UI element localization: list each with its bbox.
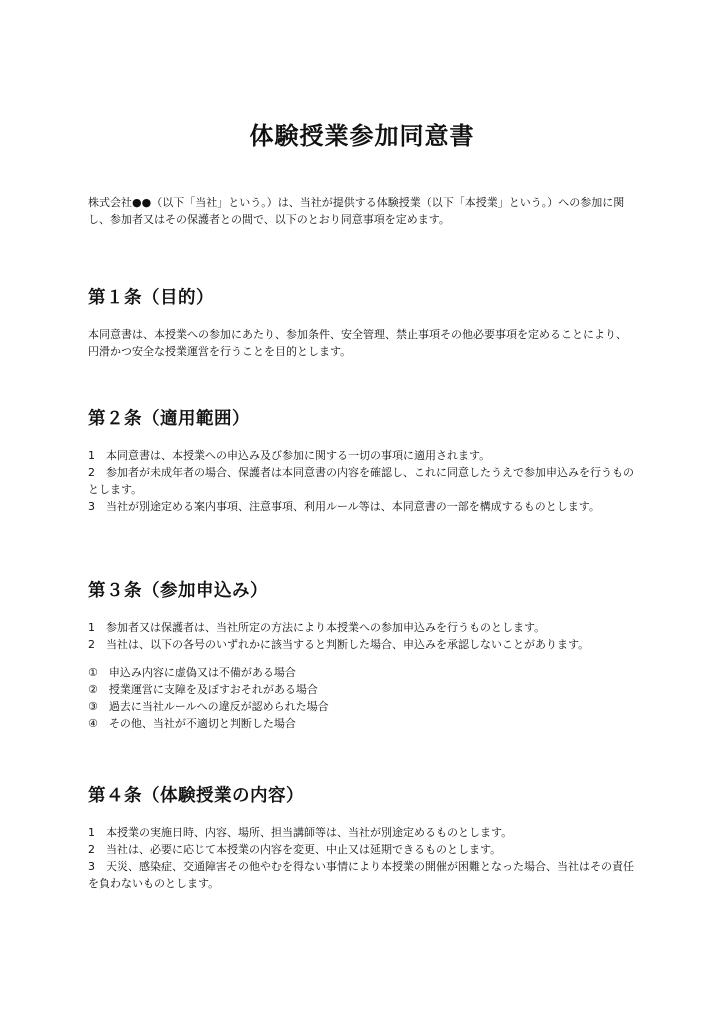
article-4-clause-2: 2 当社は、必要に応じて本授業の内容を変更、中止又は延期できるものとします。 [88, 843, 502, 856]
document-title: 体験授業参加同意書 [249, 122, 475, 150]
article-3-clause-2: 2 当社は、以下の各号のいずれかに該当すると判断した場合、申込みを承認しないことがあります。 [88, 638, 590, 651]
article-2 [88, 405, 636, 515]
article-3-item-list [88, 664, 636, 732]
article-2-heading: 第２条（適用範囲） [88, 409, 250, 429]
article-1-heading: 第１条（目的） [88, 288, 214, 308]
article-1-body: 本同意書は、本授業への参加にあたり、参加条件、安全管理、禁止事項その他必要事項を定めることにより、円滑かつ安全な授業運営を行うことを目的とします。 [88, 328, 627, 358]
intro-paragraph: 株式会社●●（以下「当社」という。）は、当社が提供する体験授業（以下「本授業」という。）への参加に関し、参加者又はその保護者との間で、以下のとおり同意事項を定めます。 [88, 196, 625, 226]
article-2-clause-1: 1 本同意書は、本授業への申込み及び参加に関する一切の事項に適用されます。 [88, 449, 491, 462]
article-3-item-4: ④ その他、当社が不適切と判断した場合 [88, 717, 296, 730]
article-1 [88, 284, 636, 360]
article-4-heading: 第４条（体験授業の内容） [88, 786, 304, 806]
article-4-clause-1: 1 本授業の実施日時、内容、場所、担当講師等は、当社が別途定めるものとします。 [88, 826, 513, 839]
article-3-item-1: ① 申込み内容に虚偽又は不備がある場合 [88, 666, 296, 679]
article-3 [88, 577, 636, 732]
article-4-clause-3: 3 天災、感染症、交通障害その他やむを得ない事情により本授業の開催が困難となった場合、当社はその責任を負わないものとします。 [88, 860, 634, 890]
article-3-clause-1: 1 参加者又は保護者は、当社所定の方法により本授業への参加申込みを行うものとします。 [88, 621, 546, 634]
article-2-clause-2: 2 参加者が未成年者の場合、保護者は本同意書の内容を確認し、これに同意したうえで参加申込みを行うものとします。 [88, 466, 634, 496]
article-3-item-2: ② 授業運営に支障を及ぼすおそれがある場合 [88, 683, 318, 696]
article-2-clause-3: 3 当社が別途定める案内事項、注意事項、利用ルール等は、本同意書の一部を構成するものとします。 [88, 500, 600, 513]
article-3-item-3: ③ 過去に当社ルールへの違反が認められた場合 [88, 700, 329, 713]
article-4 [88, 782, 636, 892]
article-3-heading: 第３条（参加申込み） [88, 581, 268, 601]
